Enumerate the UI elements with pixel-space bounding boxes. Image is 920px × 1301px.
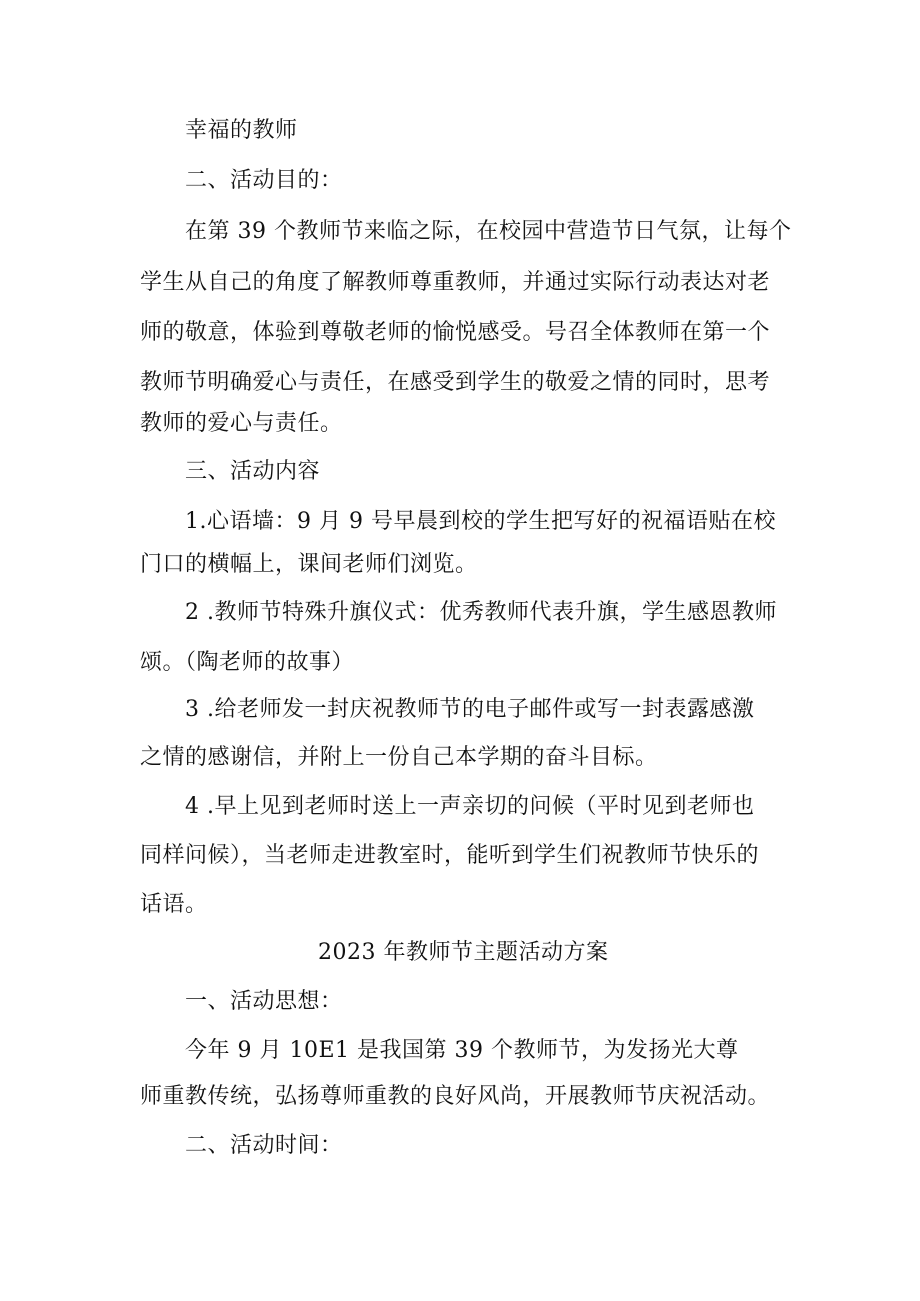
list-item-line: 之情的感谢信，并附上一份自己本学期的奋斗目标。: [140, 745, 658, 770]
paragraph-line: 教师节明确爱心与责任，在感受到学生的敬爱之情的同时，思考: [140, 370, 771, 395]
section-heading-activity-content: 三、活动内容: [185, 459, 321, 484]
paragraph-line: 师重教传统，弘扬尊师重教的良好风尚，开展教师节庆祝活动。: [140, 1084, 771, 1109]
list-item-line: 话语。: [140, 892, 208, 917]
list-item-line: 同样问候），当老师走进教室时，能听到学生们祝教师节快乐的: [140, 843, 760, 868]
paragraph-line: 师的敬意，体验到尊敬老师的愉悦感受。号召全体教师在第一个: [140, 320, 771, 345]
list-item-line: 1.心语墙：9 月 9 号早晨到校的学生把写好的祝福语贴在校: [185, 509, 776, 534]
section-heading-activity-purpose: 二、活动目的：: [185, 168, 343, 193]
list-item-line: 2 .教师节特殊升旗仪式：优秀教师代表升旗，学生感恩教师: [185, 600, 777, 625]
list-item-line: 4 .早上见到老师时送上一声亲切的问候（平时见到老师也: [185, 794, 755, 819]
list-item-line: 颂。（陶老师的故事）: [140, 650, 355, 675]
paragraph-line: 教师的爱心与责任。: [140, 411, 343, 436]
text-line-continuation-title: 幸福的教师: [185, 118, 298, 143]
list-item-line: 3 .给老师发一封庆祝教师节的电子邮件或写一封表露感激: [185, 697, 755, 722]
paragraph-line: 今年 9 月 10E1 是我国第 39 个教师节，为发扬光大尊: [185, 1038, 739, 1063]
list-item-line: 门口的横幅上，课间老师们浏览。: [140, 552, 478, 577]
document-title: 2023 年教师节主题活动方案: [318, 940, 609, 965]
section-heading-activity-time: 二、活动时间：: [185, 1133, 343, 1158]
paragraph-line: 在第 39 个教师节来临之际，在校园中营造节日气氛，让每个: [185, 219, 792, 244]
section-heading-activity-idea: 一、活动思想：: [185, 989, 343, 1014]
paragraph-line: 学生从自己的角度了解教师尊重教师，并通过实际行动表达对老: [140, 270, 771, 295]
